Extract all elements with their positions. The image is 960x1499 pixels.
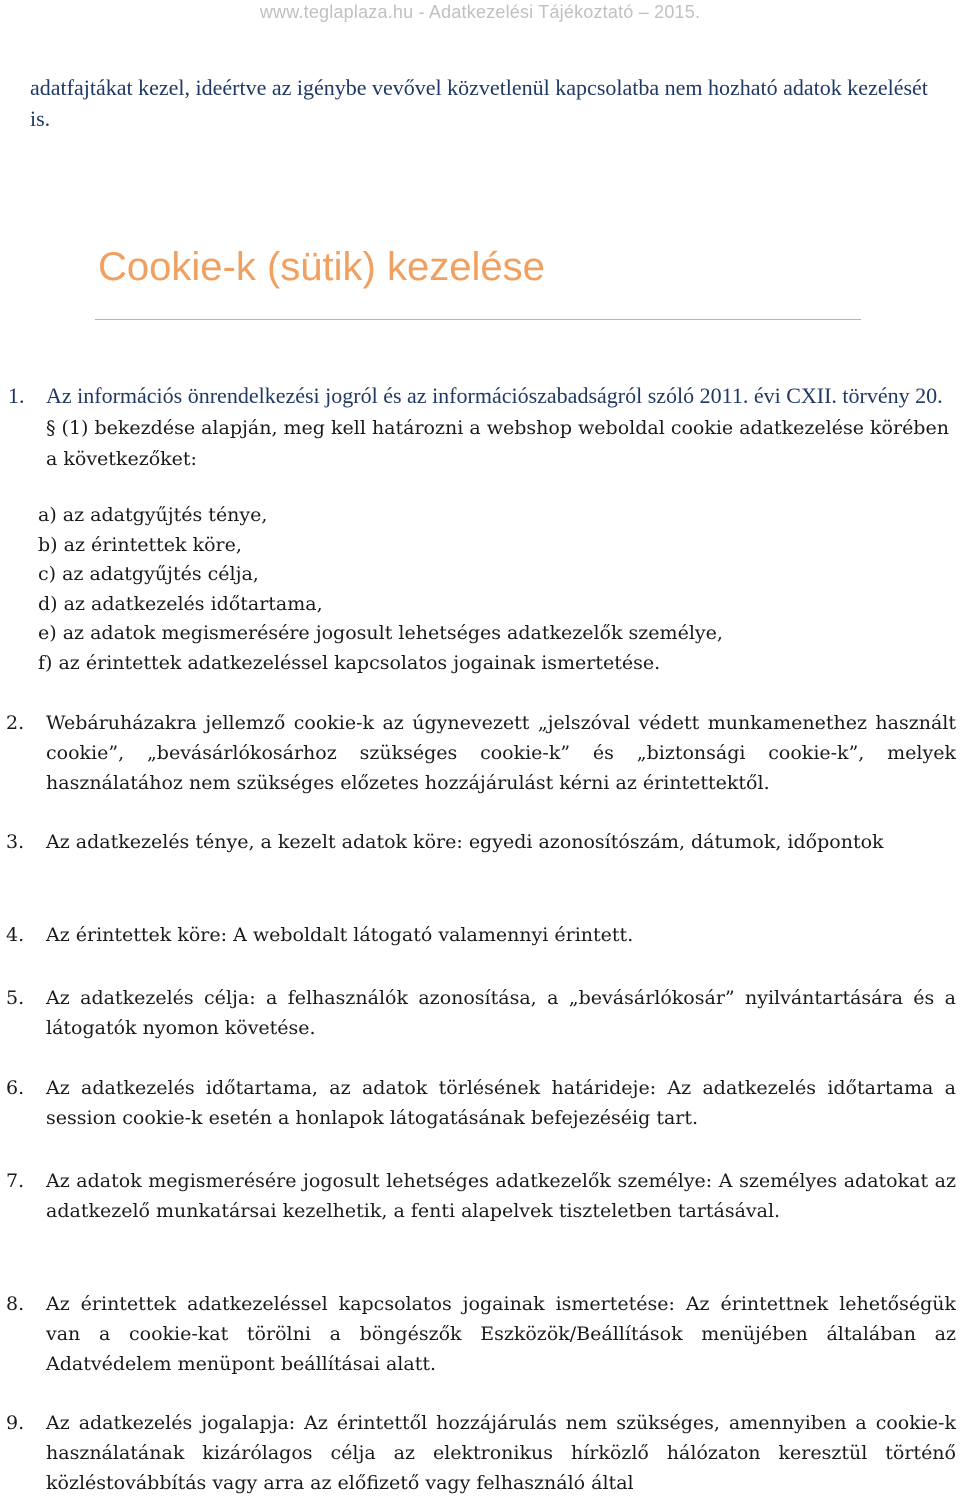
- item-text: Az érintettek adatkezeléssel kapcsolatos jogainak ismertetése: Az érintettnek lehetőségük van a cookie-kat törölni a böngészők Eszközök/Beállítások menüjében általában az Adatvédelem menüpont beállításai alatt.: [46, 1293, 956, 1375]
- heading-underline: [95, 319, 861, 320]
- sublist-item: c) az adatgyűjtés célja,: [38, 563, 259, 586]
- item-text: Webáruházakra jellemző cookie-k az úgynevezett „jelszóval védett munkamenethez használt cookie”, „bevásárlókosárhoz szükséges cookie-k” és „biztonsági cookie-k”, melyek használatához nem szükséges előzetes hozzájárulást kérni az érintettektől.: [46, 712, 956, 794]
- item-number: 8.: [6, 1293, 25, 1315]
- sublist-item: a) az adatgyűjtés ténye,: [38, 504, 268, 526]
- law-reference-text: Az információs önrendelkezési jogról és az információszabadságról szóló 2011. évi CXII. törvény 20.: [46, 383, 943, 408]
- item-text: Az adatkezelés ténye, a kezelt adatok köre: egyedi azonosítószám, dátumok, időpontok: [46, 831, 884, 853]
- item-number: 1.: [8, 383, 25, 408]
- item-text: Az adatkezelés célja: a felhasználók azonosítása, a „bevásárlókosár” nyilvántartására és a látogatók nyomon követése.: [46, 987, 956, 1039]
- section-heading: Cookie-k (sütik) kezelése: [98, 245, 545, 289]
- item-number: 3.: [6, 831, 25, 853]
- item-number: 5.: [6, 987, 25, 1009]
- sublist-item: b) az érintettek köre,: [38, 533, 242, 556]
- item-text: Az adatkezelés jogalapja: Az érintettől hozzájárulás nem szükséges, amennyiben a cookie-k használatának kizárólagos célja az elektronikus hírközlő hálózaton keresztül történő közléstovábbítás vagy arra az előfizető vagy felhasználó által: [46, 1412, 956, 1494]
- item-text: [46, 381, 956, 474]
- requirement-sublist: [38, 501, 723, 679]
- item-text: Az érintettek köre: A weboldalt látogató valamennyi érintett.: [46, 924, 634, 946]
- item-text: Az adatok megismerésére jogosult lehetséges adatkezelők személye: A személyes adatokat az adatkezelő munkatársai kezelhetik, a fenti alapelvek tiszteletben tartásával.: [46, 1170, 956, 1222]
- item-number: 2.: [6, 712, 25, 734]
- item-number: 4.: [6, 924, 25, 946]
- sublist-item: f) az érintettek adatkezeléssel kapcsolatos jogainak ismertetése.: [38, 651, 661, 674]
- item-number: 7.: [6, 1170, 25, 1192]
- item-number: 6.: [6, 1077, 25, 1099]
- intro-paragraph: adatfajtákat kezel, ideértve az igénybe vevővel közvetlenül kapcsolatba nem hozható adatok kezelését is.: [30, 75, 928, 131]
- item-text: Az adatkezelés időtartama, az adatok törlésének határideje: Az adatkezelés időtartama a session cookie-k esetén a honlapok látogatásának befejezéséig tart.: [46, 1077, 956, 1129]
- page-header: www.teglaplaza.hu - Adatkezelési Tájékoztató – 2015.: [259, 2, 701, 22]
- sublist-item: d) az adatkezelés időtartama,: [38, 592, 323, 615]
- sublist-item: e) az adatok megismerésére jogosult lehetséges adatkezelők személye,: [38, 622, 723, 645]
- law-requirement-text: § (1) bekezdése alapján, meg kell határozni a webshop weboldal cookie adatkezelése körében a következőket:: [46, 417, 949, 470]
- item-number: 9.: [6, 1412, 25, 1434]
